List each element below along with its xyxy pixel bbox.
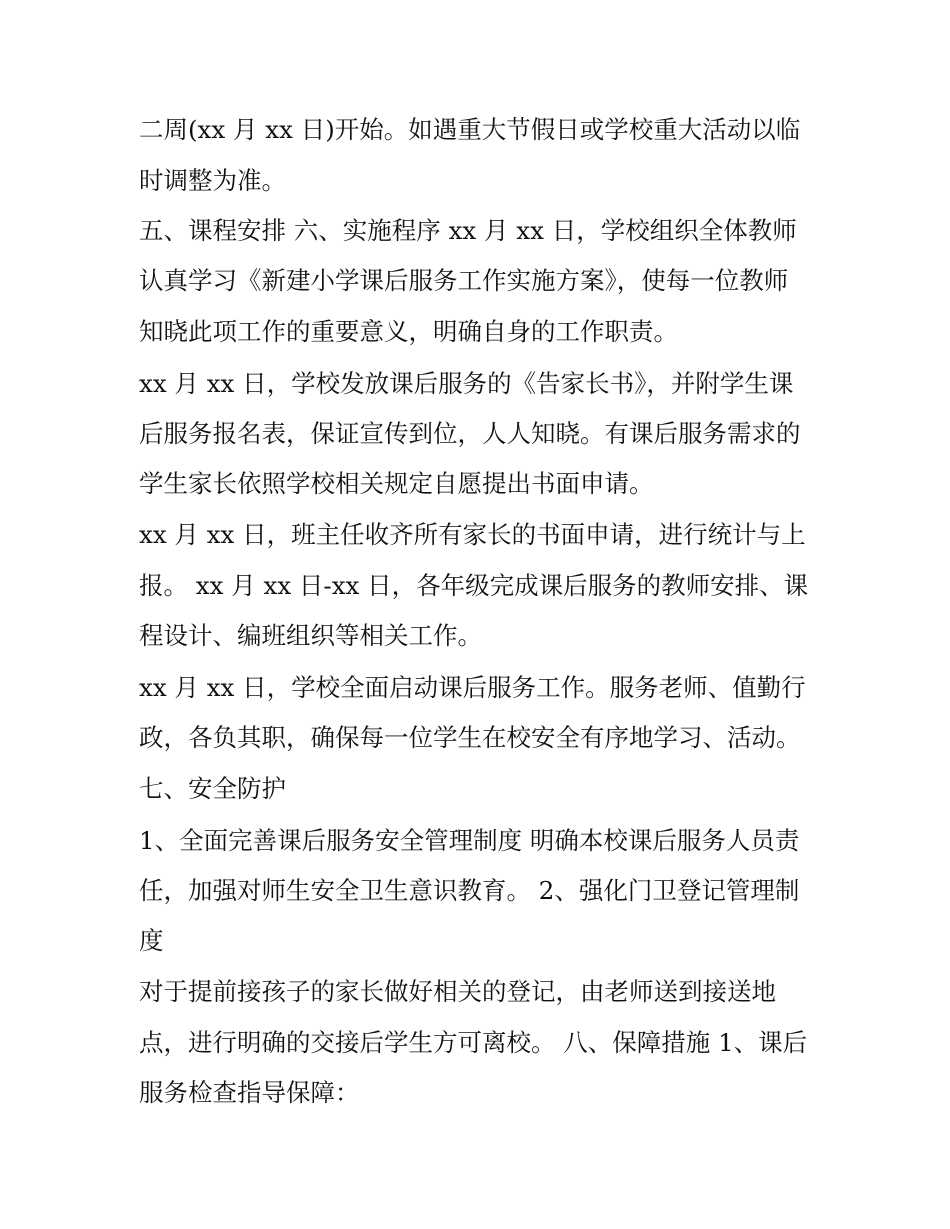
text-line: 度 xyxy=(139,926,164,955)
section-heading-line: 五、课程安排 六、实施程序 xx 月 xx 日，学校组织全体教师 xyxy=(139,216,797,245)
text-line: 政，各负其职，确保每一位学生在校安全有序地学习、活动。 xyxy=(139,723,801,752)
text-line: xx 月 xx 日，学校发放课后服务的《告家长书》，并附学生课 xyxy=(139,369,794,398)
text-line: 程设计、编班组织等相关工作。 xyxy=(139,621,482,650)
section-heading-line: 七、安全防护 xyxy=(139,774,286,803)
text-line: 后服务报名表，保证宣传到位，人人知晓。有课后服务需求的 xyxy=(139,419,801,448)
text-line: 点，进行明确的交接后学生方可离校。 八、保障措施 1、课后 xyxy=(139,1028,808,1057)
text-line: 1、全面完善课后服务安全管理制度 明确本校课后服务人员责 xyxy=(139,826,800,855)
text-line: 二周(xx 月 xx 日)开始。如遇重大节假日或学校重大活动以临 xyxy=(139,115,801,144)
text-line: xx 月 xx 日，学校全面启动课后服务工作。服务老师、值勤行 xyxy=(139,673,806,702)
text-line: 服务检查指导保障： xyxy=(139,1078,360,1107)
text-line: 任，加强对师生安全卫生意识教育。 2、强化门卫登记管理制 xyxy=(139,876,800,905)
text-line: 知晓此项工作的重要意义，明确自身的工作职责。 xyxy=(139,317,678,346)
text-line: 认真学习《新建小学课后服务工作实施方案》，使每一位教师 xyxy=(139,266,789,295)
text-line: 学生家长依照学校相关规定自愿提出书面申请。 xyxy=(139,469,654,498)
text-line: xx 月 xx 日，班主任收齐所有家长的书面申请，进行统计与上 xyxy=(139,520,806,549)
text-line: 时调整为准。 xyxy=(139,166,286,195)
text-line: 对于提前接孩子的家长做好相关的登记，由老师送到接送地 xyxy=(139,977,776,1006)
text-line: 报。 xx 月 xx 日-xx 日，各年级完成课后服务的教师安排、课 xyxy=(139,571,809,600)
